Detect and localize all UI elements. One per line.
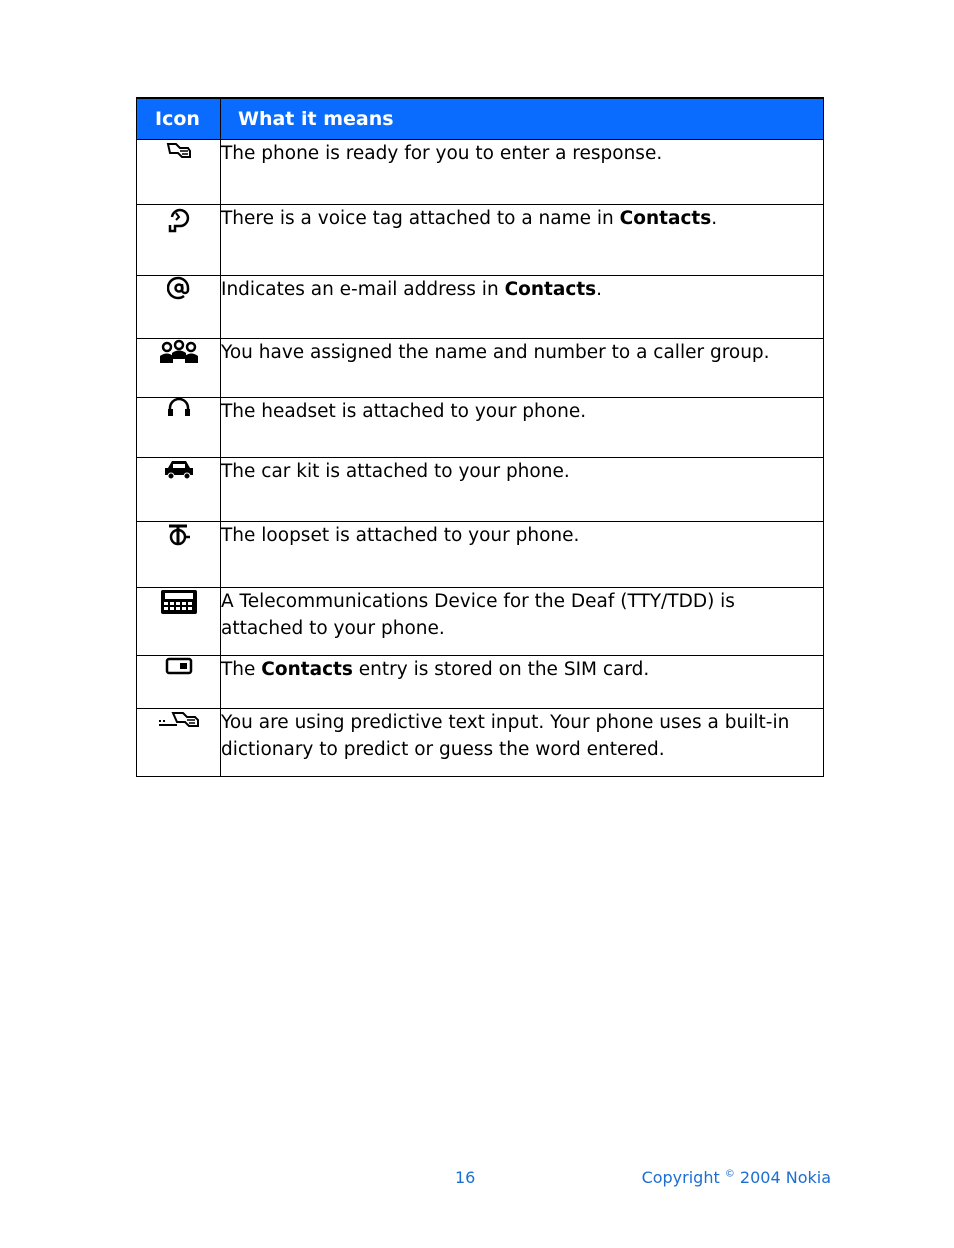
- table-row: [137, 338, 824, 397]
- headset-icon: [166, 398, 192, 418]
- description-text: entry is stored on the SIM card.: [352, 658, 650, 680]
- page-number: 16: [455, 1168, 476, 1187]
- description-text: The: [221, 658, 262, 680]
- contacts-term: Contacts: [504, 278, 597, 300]
- copyright-year-brand: 2004 Nokia: [734, 1168, 831, 1187]
- table-row: [137, 655, 824, 708]
- loopset-icon: [166, 522, 192, 548]
- copyright-notice: [642, 1168, 831, 1187]
- description-cell: You are using predictive text input. Your phone uses a built-in dictionary to predict or guess the word entered.: [221, 708, 824, 776]
- table-row: [137, 457, 824, 521]
- icon-table: [136, 97, 824, 777]
- icon-cell: [137, 275, 221, 338]
- sim-card-icon: [165, 657, 193, 675]
- predictive-text-icon: [157, 709, 201, 729]
- description-cell: [221, 204, 824, 275]
- table-row: [137, 139, 824, 204]
- contacts-term: Contacts: [619, 207, 712, 229]
- copyright-text: Copyright: [641, 1168, 725, 1187]
- tty-device-icon: [159, 588, 199, 616]
- table-row: [137, 521, 824, 587]
- icon-cell: [137, 587, 221, 655]
- copyright-symbol: ©: [724, 1168, 735, 1180]
- table-row: [137, 275, 824, 338]
- description-cell: You have assigned the name and number to a caller group.: [221, 338, 824, 397]
- description-cell: [221, 655, 824, 708]
- table-row: [137, 708, 824, 776]
- icon-cell: [137, 338, 221, 397]
- icon-cell: [137, 521, 221, 587]
- table-row: [137, 397, 824, 457]
- description-cell: The car kit is attached to your phone.: [221, 457, 824, 521]
- icon-cell: [137, 457, 221, 521]
- icon-cell: [137, 708, 221, 776]
- description-cell: The loopset is attached to your phone.: [221, 521, 824, 587]
- description-text: .: [711, 207, 718, 229]
- icon-cell: [137, 204, 221, 275]
- column-header-icon: Icon: [137, 98, 221, 139]
- description-text: There is a voice tag attached to a name in: [221, 207, 620, 229]
- icon-cell: [137, 397, 221, 457]
- table-row: [137, 204, 824, 275]
- column-header-meaning: What it means: [221, 98, 824, 139]
- contacts-term: Contacts: [261, 658, 353, 680]
- description-text: .: [596, 278, 603, 300]
- caller-group-icon: [159, 339, 199, 365]
- voice-tag-icon: [166, 205, 192, 233]
- car-kit-icon: [164, 458, 194, 480]
- description-cell: The headset is attached to your phone.: [221, 397, 824, 457]
- icon-cell: [137, 139, 221, 204]
- icon-cell: [137, 655, 221, 708]
- description-cell: The phone is ready for you to enter a response.: [221, 139, 824, 204]
- table-header-row: [137, 98, 824, 139]
- description-cell: [221, 275, 824, 338]
- description-cell: A Telecommunications Device for the Deaf (TTY/TDD) is attached to your phone.: [221, 587, 824, 655]
- email-at-icon: [167, 276, 191, 300]
- table-row: [137, 587, 824, 655]
- response-ready-icon: [166, 141, 192, 159]
- description-text: Indicates an e-mail address in: [221, 278, 505, 300]
